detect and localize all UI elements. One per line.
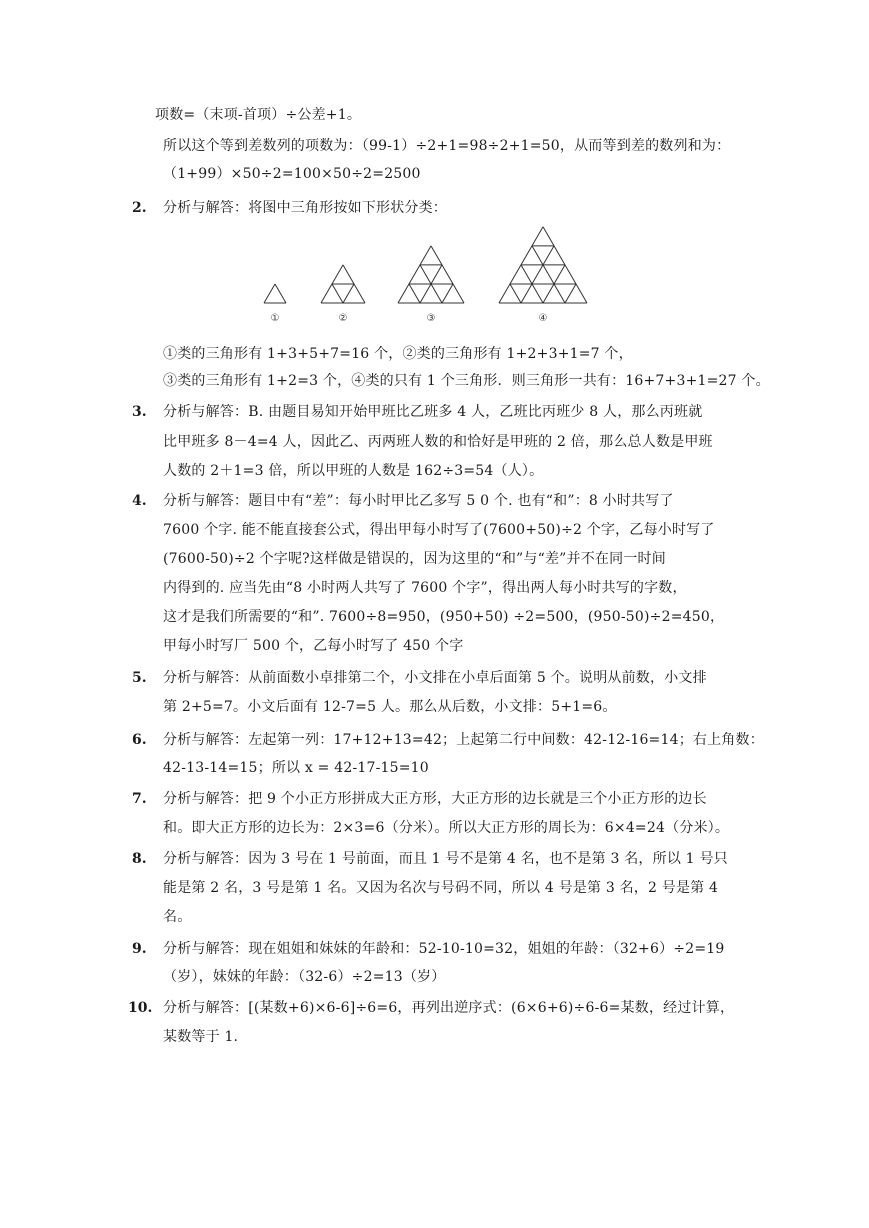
item-4-line-3: (7600-50)÷2 个字呢?这样做是错误的，因为这里的“和”与“差”并不在同一时间: [163, 551, 666, 567]
item-number-6: 6.: [132, 732, 147, 748]
item-2-line-3: ③类的三角形有 1+2=3 个，④类的只有 1 个三角形．则三角形一共有：16+7+3+1=27 个。: [163, 373, 770, 389]
item-number-5: 5.: [132, 670, 147, 686]
item-8-line-3: 名。: [163, 909, 192, 925]
item-5-line-2: 第 2+5=7。小文后面有 12-7=5 人。那么从后数，小文排：5+1=6。: [163, 699, 617, 715]
item-number-3: 3.: [132, 404, 147, 420]
item-6-line-2: 42-13-14=15；所以 x = 42-17-15=10: [163, 760, 429, 776]
item-9-line-1: 分析与解答：现在姐姐和妹妹的年龄和：52-10-10=32，姐姐的年龄：（32+6）÷2=19: [163, 941, 725, 957]
triangle-label-1: ①: [270, 313, 280, 324]
item-10-line-2: 某数等于 1.: [163, 1029, 239, 1045]
triangle-1-l-line: [264, 284, 275, 303]
item-4-line-2: 7600 个字. 能不能直接套公式，得出甲每小时写了(7600+50)÷2 个字，乙每小时写了: [163, 522, 715, 538]
item-6-line-1: 分析与解答：左起第一列：17+12+13=42；上起第二行中间数：42-12-16=14；右上角数：: [163, 732, 764, 748]
item-2-line-1: 分析与解答：将图中三角形按如下形状分类：: [163, 200, 447, 216]
item-9-line-2: （岁），妹妹的年龄：（32-6）÷2=13（岁）: [163, 969, 446, 985]
intro-line-3: （1+99）×50÷2=100×50÷2=2500: [163, 166, 421, 182]
triangle-3-l-line: [442, 284, 453, 303]
item-7-line-1: 分析与解答：把 9 个小正方形拼成大正方形，大正方形的边长就是三个小正方形的边长: [163, 791, 707, 807]
intro-line-1: 项数=（末项-首项）÷公差+1。: [155, 107, 362, 123]
item-10-line-1: 分析与解答：[(某数+6)×6-6]÷6=6，再列出逆序式：(6×6+6)÷6-6=某数，经过计算，: [163, 1000, 735, 1016]
item-2-line-2: ①类的三角形有 1+3+5+7=16 个，②类的三角形有 1+2+3+1=7 个，: [163, 346, 633, 362]
triangle-classification-figure: [255, 225, 605, 330]
triangle-1-r-line: [275, 284, 286, 303]
item-number-9: 9.: [132, 941, 147, 957]
item-7-line-2: 和。即大正方形的边长为：2×3=6（分米）。所以大正方形的周长为：6×4=24（分米）。: [163, 820, 730, 836]
item-8-line-1: 分析与解答：因为 3 号在 1 号前面，而且 1 号不是第 4 名，也不是第 3 名，所以 1 号只: [163, 851, 728, 867]
item-4-line-1: 分析与解答：题目中有“差”：每小时甲比乙多写 5 0 个. 也有“和”：8 小时共写了: [163, 493, 674, 509]
item-4-line-5: 这才是我们所需要的“和”. 7600÷8=950，(950+50) ÷2=500，(950-50)÷2=450，: [163, 609, 725, 625]
item-3-line-3: 人数的 2＋1=3 倍，所以甲班的人数是 162÷3=54（人）。: [163, 463, 544, 479]
item-number-4: 4.: [132, 493, 147, 509]
triangle-4-r-line: [510, 284, 521, 303]
item-number-2: 2.: [132, 200, 147, 216]
triangle-4-l-line: [565, 284, 576, 303]
item-3-line-1: 分析与解答：B. 由题目易知开始甲班比乙班多 4 人，乙班比丙班少 8 人，那么丙班就: [163, 404, 703, 420]
item-number-10: 10.: [128, 1000, 153, 1016]
triangle-figure-svg: [255, 225, 605, 330]
triangle-2-r-line: [332, 284, 343, 303]
triangle-label-2: ②: [338, 313, 348, 324]
triangle-label-3: ③: [426, 313, 436, 324]
item-8-line-2: 能是第 2 名，3 号是第 1 名。又因为名次与号码不同，所以 4 号是第 3 名，2 号是第 4: [163, 880, 719, 896]
triangle-label-4: ④: [538, 313, 548, 324]
item-3-line-2: 比甲班多 8－4=4 人，因此乙、丙两班人数的和恰好是甲班的 2 倍，那么总人数是甲班: [163, 434, 713, 450]
intro-line-2: 所以这个等到差数列的项数为：（99-1）÷2+1=98÷2+1=50，从而等到差的数列和为：: [163, 138, 731, 154]
triangle-2-l-line: [343, 284, 354, 303]
item-number-8: 8.: [132, 851, 147, 867]
item-number-7: 7.: [132, 791, 147, 807]
triangle-3-r-line: [409, 284, 420, 303]
item-4-line-6: 甲每小时写厂 500 个，乙每小时写了 450 个字: [163, 638, 464, 654]
item-5-line-1: 分析与解答：从前面数小卓排第二个，小文排在小卓后面第 5 个。说明从前数，小文排: [163, 670, 707, 686]
item-4-line-4: 内得到的. 应当先由“8 小时两人共写了 7600 个字”，得出两人每小时共写的字数，: [163, 580, 687, 596]
